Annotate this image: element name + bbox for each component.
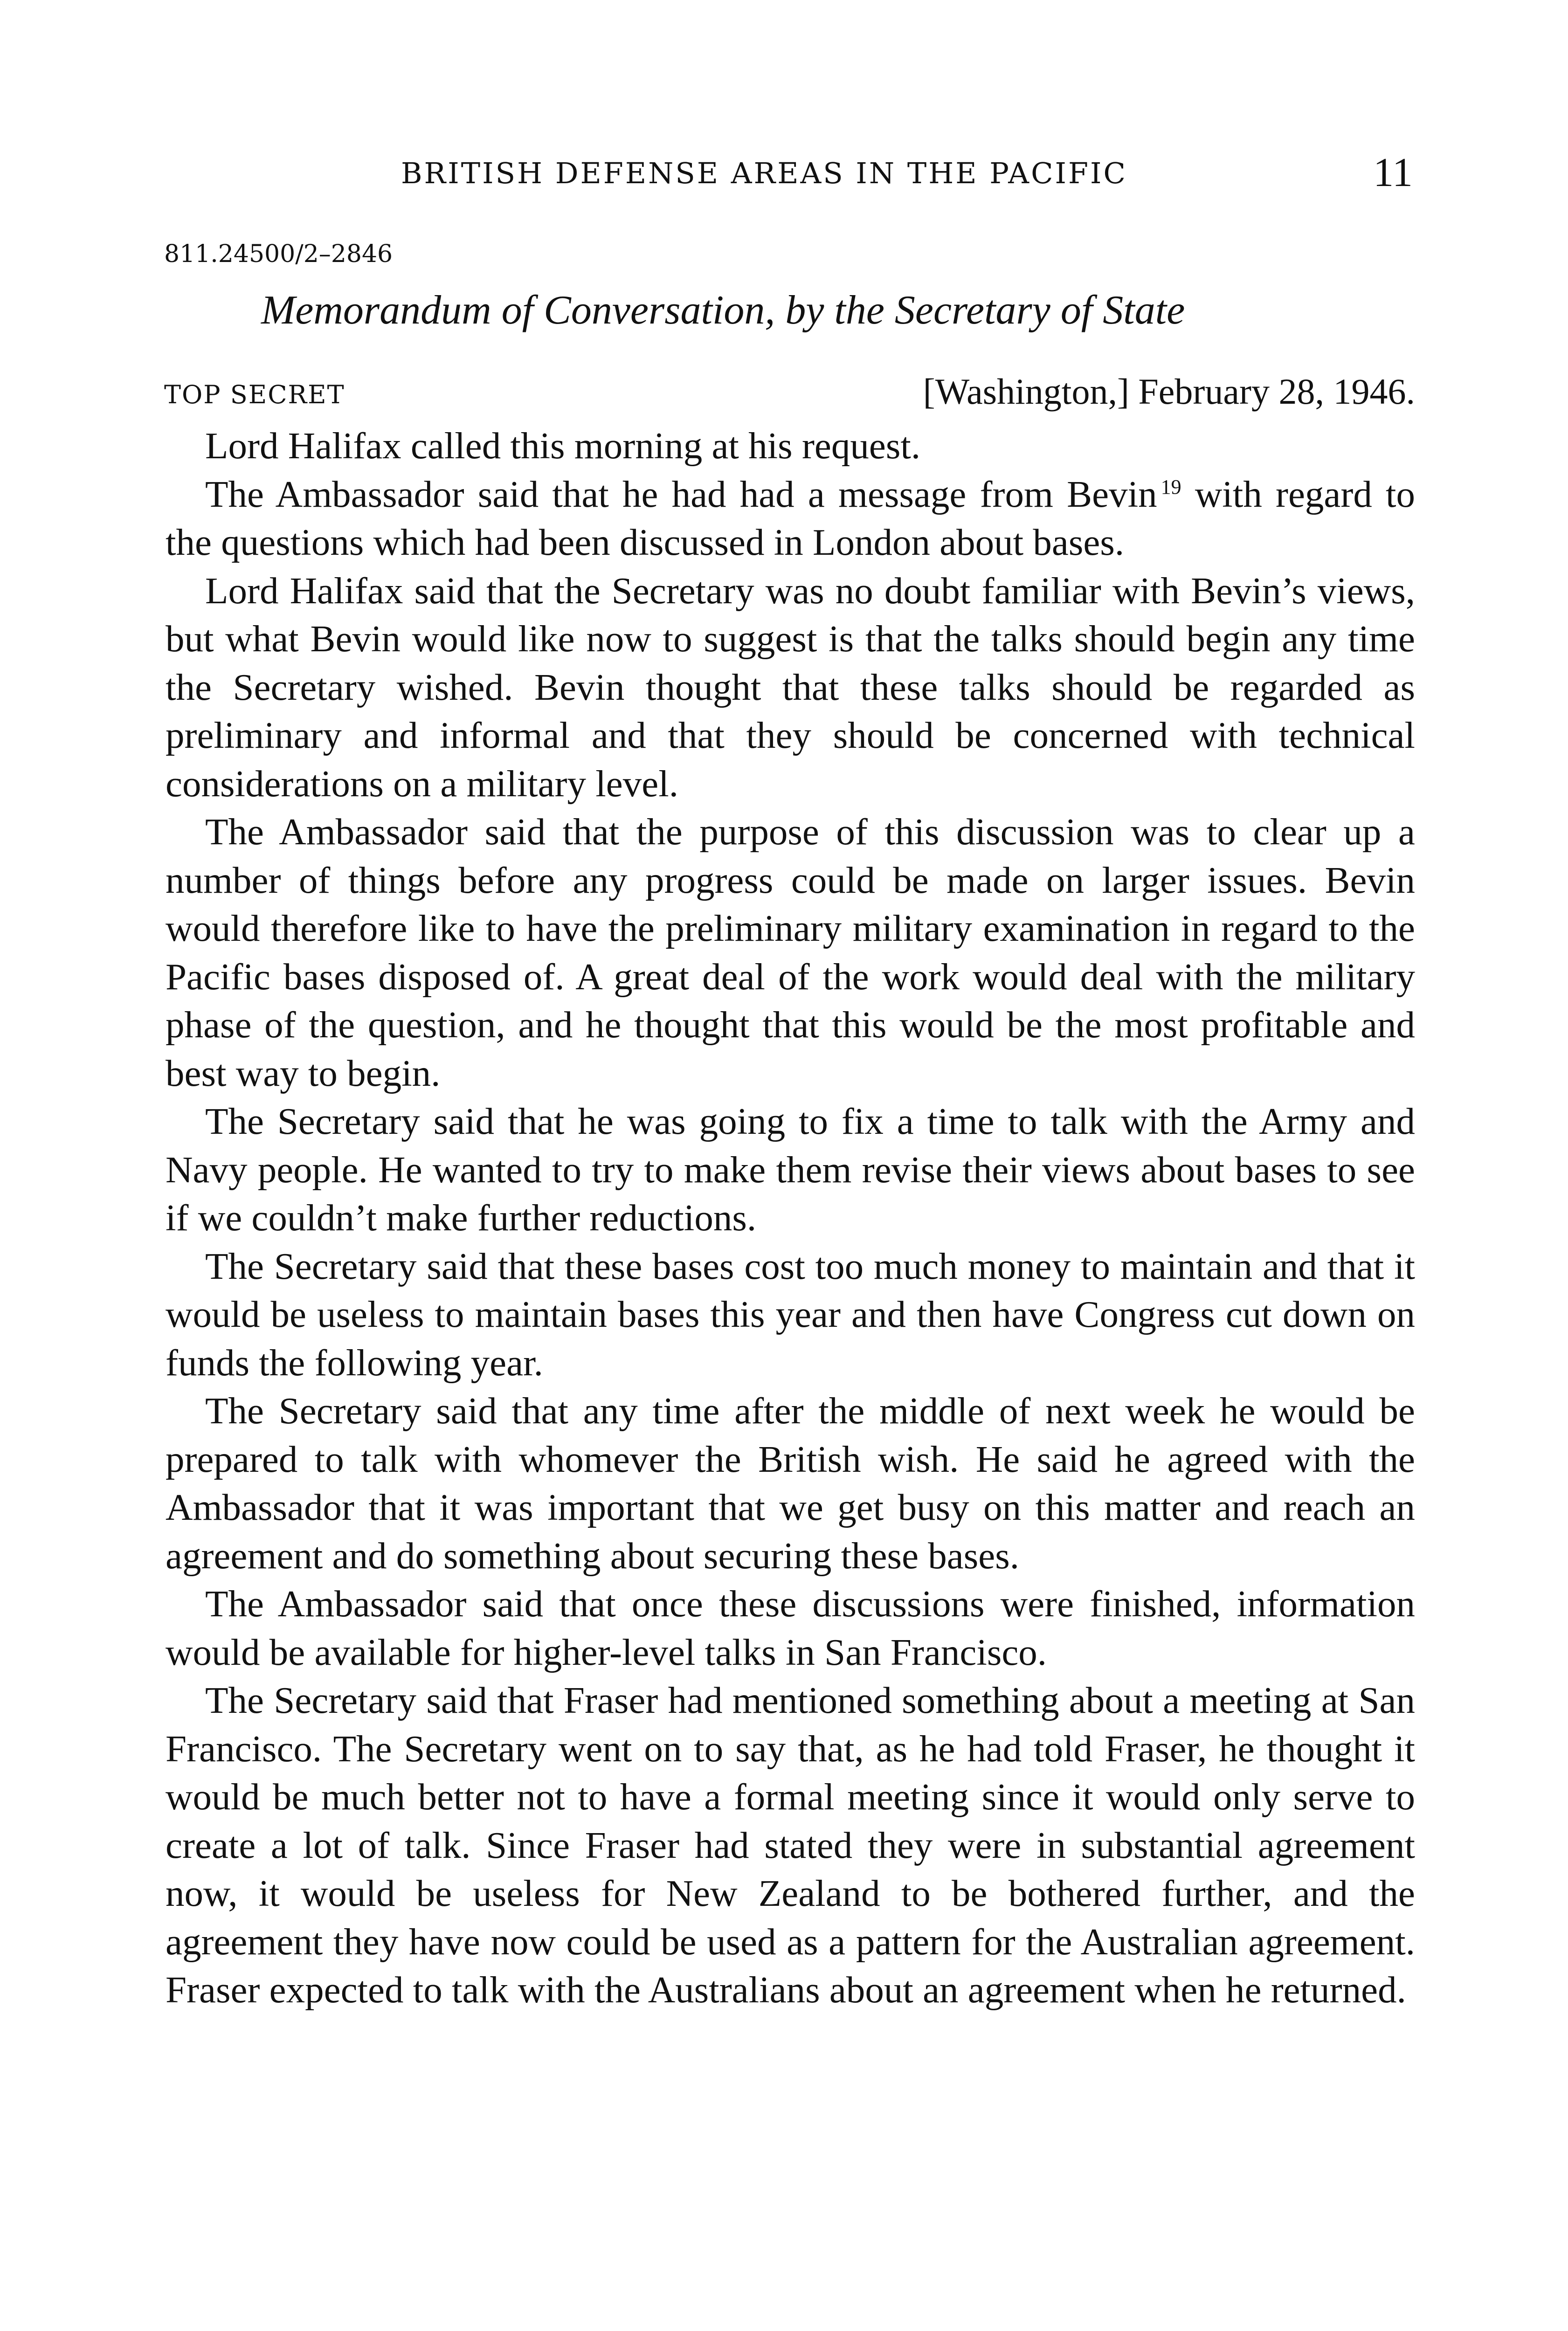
- paragraph-3: Lord Halifax said that the Secretary was no doubt familiar with Bevin’s views, but what Bevin would like now to suggest is that the talks should begin any time the Secretary wished. Bevin thought that these talks should be regarded as preliminary and informal and that they should be concerned with technical considerations on a military level.: [166, 569, 1415, 805]
- paragraph-1: Lord Halifax called this morning at his request.: [205, 425, 921, 467]
- running-head: BRITISH DEFENSE AREAS IN THE PACIFIC: [401, 156, 1127, 190]
- paragraph-2-text: The Ambassador said that he had had a message from Bevin: [205, 473, 1157, 515]
- footnote-reference: 19: [1160, 475, 1181, 498]
- paragraph-7: The Secretary said that any time after the middle of next week he would be prepared to talk with whomever the British wish. He said he agreed with the Ambassador that it was important that we get busy on this matter and reach an agreement and do something about securing these bases.: [166, 1390, 1415, 1577]
- paragraph-4: The Ambassador said that the purpose of this discussion was to clear up a number of things before any progress could be made on larger issues. Bevin would therefore like to have the preliminary military examination in regard to the Pacific bases disposed of. A great deal of the work would deal with the military phase of the question, and he thought that this would be the most profitable and best way to begin.: [166, 811, 1415, 1094]
- classification-label: TOP SECRET: [164, 380, 345, 409]
- file-number: 811.24500/2–2846: [164, 240, 393, 268]
- body-text: [166, 422, 1415, 2014]
- dateline: [Washington,] February 28, 1946.: [923, 371, 1415, 412]
- paragraph-9: The Secretary said that Fraser had mentioned something about a meeting at San Francisco. The Secretary went on to say that, as he had told Fraser, he thought it would be much better not to have a formal meeting since it would only serve to create a lot of talk. Since Fraser had stated they were in substantial agreement now, it would be useless for New Zealand to be bothered further, and the agreement they have now could be used as a pattern for the Australian agreement. Fraser expected to talk with the Australians about an agreement when he returned.: [166, 1679, 1415, 2011]
- paragraph-5: The Secretary said that he was going to fix a time to talk with the Army and Navy people. He wanted to try to make them revise their views about bases to see if we couldn’t make further reductions.: [166, 1100, 1415, 1239]
- paragraph-2: [166, 470, 1415, 567]
- paragraph-8: The Ambassador said that once these discussions were finished, information would be available for higher-level talks in San Francisco.: [166, 1583, 1415, 1673]
- paragraph-6: The Secretary said that these bases cost too much money to maintain and that it would be useless to maintain bases this year and then have Congress cut down on funds the following year.: [166, 1245, 1415, 1384]
- document-title: Memorandum of Conversation, by the Secretary of State: [261, 288, 1185, 333]
- paragraph-2-continuation: with regard to the questions which had been discussed in London about bases.: [166, 473, 1416, 563]
- page-number: 11: [1373, 150, 1413, 195]
